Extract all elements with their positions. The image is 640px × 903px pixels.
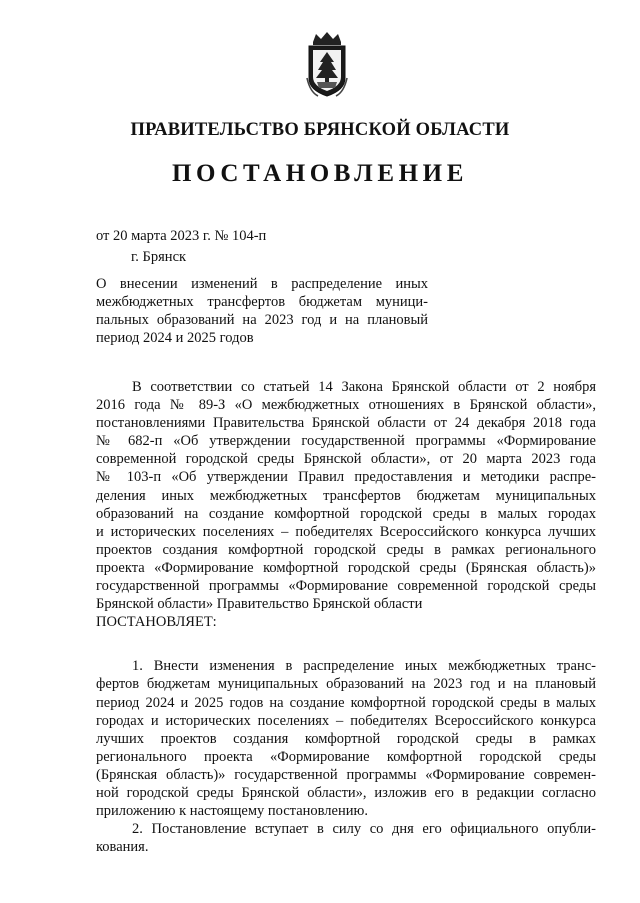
text-line: № 103-п «Об утверждении Правил предоставления и методики распре- — [96, 469, 596, 486]
text-line: проектов создания комфортной городской среды в рамках регионального — [96, 541, 596, 558]
text-line: фертов бюджетам муниципальных образований на 2023 год и на плановый — [96, 676, 596, 693]
coat-of-arms-icon — [304, 30, 350, 100]
text-line: проекта «Формирование комфортной городской среды (Брянская область)» — [96, 559, 596, 576]
subject-line: пальных образований на 2023 год и на плановый — [96, 312, 428, 328]
date-number: от 20 марта 2023 г. № 104-п — [96, 228, 267, 244]
text-line: и исторических поселениях – победителях Всероссийского конкурса лучших — [96, 523, 596, 540]
item-1 — [96, 657, 596, 820]
text-line: В соответствии со статьей 14 Закона Брянской области от 2 ноября — [132, 379, 596, 395]
text-line: кования. — [96, 839, 149, 856]
text-line: 2. Постановление вступает в силу со дня его официального опубли- — [132, 821, 596, 838]
document-type: ПОСТАНОВЛЕНИЕ — [171, 160, 469, 187]
text-line: лучших проектов создания комфортной городской среды в рамках — [96, 730, 596, 747]
subject-line: период 2024 и 2025 годов — [96, 330, 254, 346]
text-line: городах и исторических поселениях – победителях Всероссийского конкурса — [96, 712, 596, 729]
text-line: № 682-п «Об утверждении государственной программы «Формирование — [96, 433, 596, 450]
text-line: современной городской среды Брянской области», от 20 марта 2023 года — [96, 451, 596, 468]
subject-line: О внесении изменений в распределение иных — [96, 276, 428, 292]
text-line: ной городской среды Брянской области», изложив его в редакции согласно — [96, 784, 596, 801]
text-line: Брянской области» Правительство Брянской области — [96, 596, 423, 613]
item-2 — [96, 820, 596, 856]
text-line: постановлениями Правительства Брянской области от 24 декабря 2018 года — [96, 415, 596, 432]
organization-title: ПРАВИТЕЛЬСТВО БРЯНСКОЙ ОБЛАСТИ — [130, 120, 510, 140]
resolves-keyword: ПОСТАНОВЛЯЕТ: — [96, 614, 217, 631]
text-line: 1. Внести изменения в распределение иных межбюджетных транс- — [132, 658, 596, 675]
text-line: деления иных межбюджетных трансфертов бюджетам муниципальных — [96, 487, 596, 504]
text-line: государственной программы «Формирование современной городской среды — [96, 578, 596, 595]
text-line: период 2024 и 2025 годов на создание комфортной городской среды в малых — [96, 694, 596, 711]
city: г. Брянск — [131, 249, 187, 265]
subject-line: межбюджетных трансфертов бюджетам муници- — [96, 294, 428, 310]
text-line: регионального проекта «Формирование комфортной городской среды — [96, 748, 596, 765]
text-line: образований на создание комфортной городской среды в малых городах — [96, 505, 596, 522]
subject — [96, 275, 428, 347]
document-body — [96, 378, 596, 856]
text-line: 2016 года № 89-З «О межбюджетных отношениях в Брянской области», — [96, 397, 596, 414]
preamble — [96, 378, 596, 631]
text-line: (Брянская область)» государственной программы «Формирование современ- — [96, 766, 596, 783]
text-line: приложению к настоящему постановлению. — [96, 803, 368, 820]
